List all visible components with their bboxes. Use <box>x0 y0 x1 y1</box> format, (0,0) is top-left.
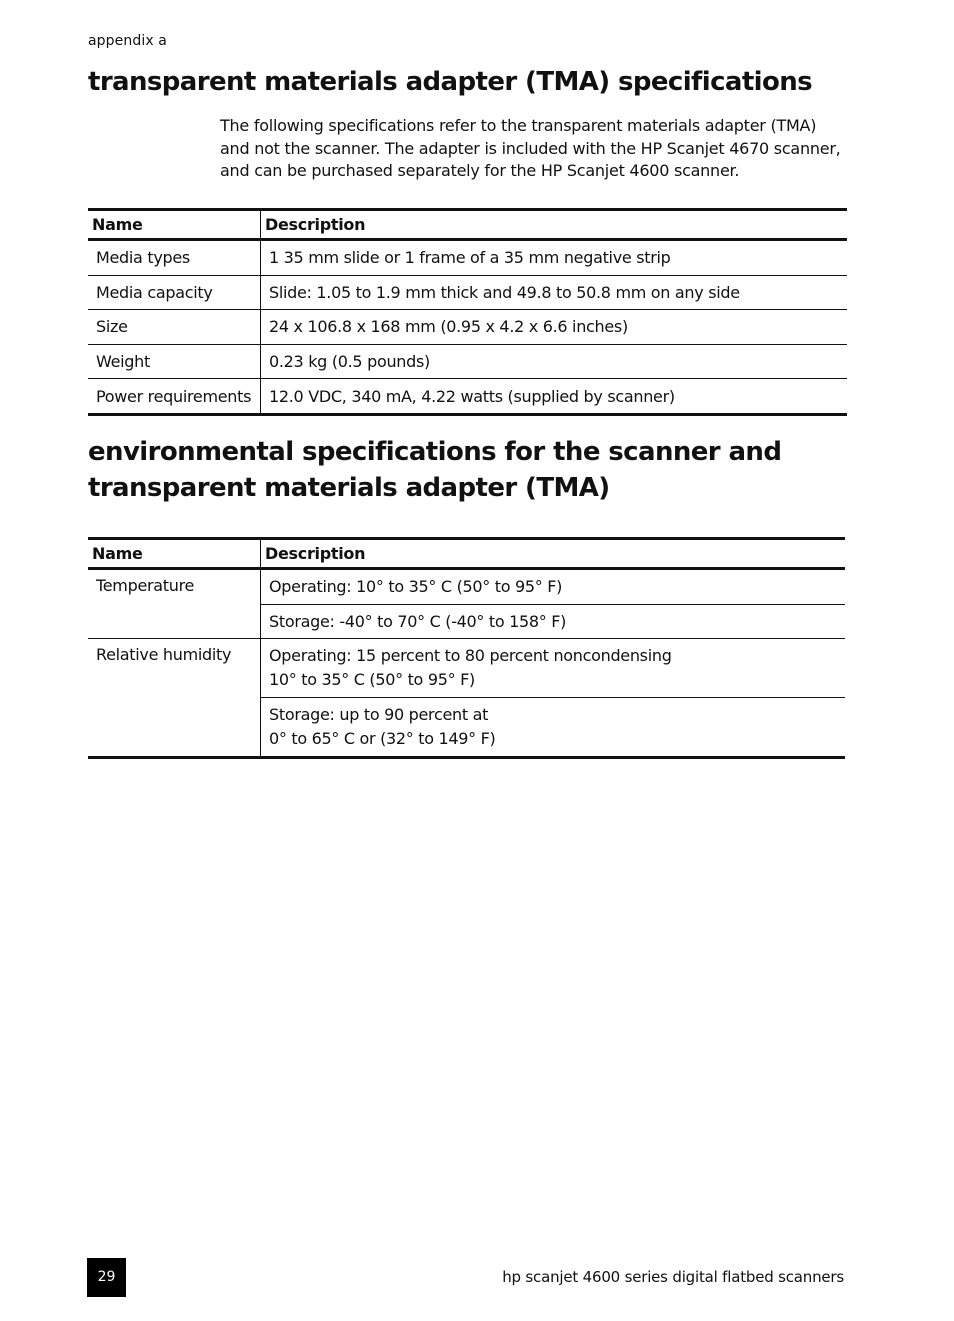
row-description: 12.0 VDC, 340 mA, 4.22 watts (supplied by scanner) <box>261 379 848 415</box>
table-row <box>88 639 845 698</box>
row-name-relative-humidity: Relative humidity <box>88 639 261 758</box>
row-description <box>261 639 846 698</box>
description-line: Storage: up to 90 percent at <box>269 705 489 724</box>
intro-paragraph: The following specifications refer to the transparent materials adapter (TMA) and not the scanner. The adapter is included with the HP Scanjet 4670 scanner, and can be purchased separately for the HP Scanjet 4600 scanner. <box>220 116 841 180</box>
table-row <box>88 344 847 379</box>
row-description: 24 x 106.8 x 168 mm (0.95 x 4.2 x 6.6 inches) <box>261 310 848 345</box>
table-row <box>88 240 847 276</box>
table-header-row <box>88 539 845 569</box>
table-row <box>88 310 847 345</box>
row-name: Size <box>88 310 261 345</box>
section-title-environmental-specifications: environmental specifications for the scanner and transparent materials adapter (TMA) <box>88 437 782 503</box>
table-row <box>88 569 845 605</box>
column-header-name: Name <box>88 539 261 569</box>
running-head: appendix a <box>88 33 167 49</box>
column-header-description: Description <box>261 539 846 569</box>
row-description <box>261 698 846 758</box>
description-line: 0° to 65° C or (32° to 149° F) <box>269 729 496 748</box>
row-name-temperature: Temperature <box>88 569 261 639</box>
section-title-tma-specifications: transparent materials adapter (TMA) specifications <box>88 67 813 97</box>
row-description: Slide: 1.05 to 1.9 mm thick and 49.8 to 50.8 mm on any side <box>261 275 848 310</box>
description-line: 10° to 35° C (50° to 95° F) <box>269 670 475 689</box>
column-header-name: Name <box>88 210 261 240</box>
row-description: 1 35 mm slide or 1 frame of a 35 mm negative strip <box>261 240 848 276</box>
row-description: Operating: 10° to 35° C (50° to 95° F) <box>261 569 846 605</box>
row-name: Media capacity <box>88 275 261 310</box>
table-header-row <box>88 210 847 240</box>
table-row <box>88 379 847 415</box>
environmental-specifications-table <box>88 537 845 759</box>
footer-product-title: hp scanjet 4600 series digital flatbed scanners <box>502 1268 844 1286</box>
row-description: Storage: -40° to 70° C (-40° to 158° F) <box>261 604 846 639</box>
page-number: 29 <box>87 1258 126 1297</box>
table-row <box>88 275 847 310</box>
row-name: Weight <box>88 344 261 379</box>
description-line: Operating: 15 percent to 80 percent noncondensing <box>269 646 672 665</box>
row-description: 0.23 kg (0.5 pounds) <box>261 344 848 379</box>
row-name: Power requirements <box>88 379 261 415</box>
tma-specifications-table <box>88 208 847 416</box>
column-header-description: Description <box>261 210 848 240</box>
row-name: Media types <box>88 240 261 276</box>
